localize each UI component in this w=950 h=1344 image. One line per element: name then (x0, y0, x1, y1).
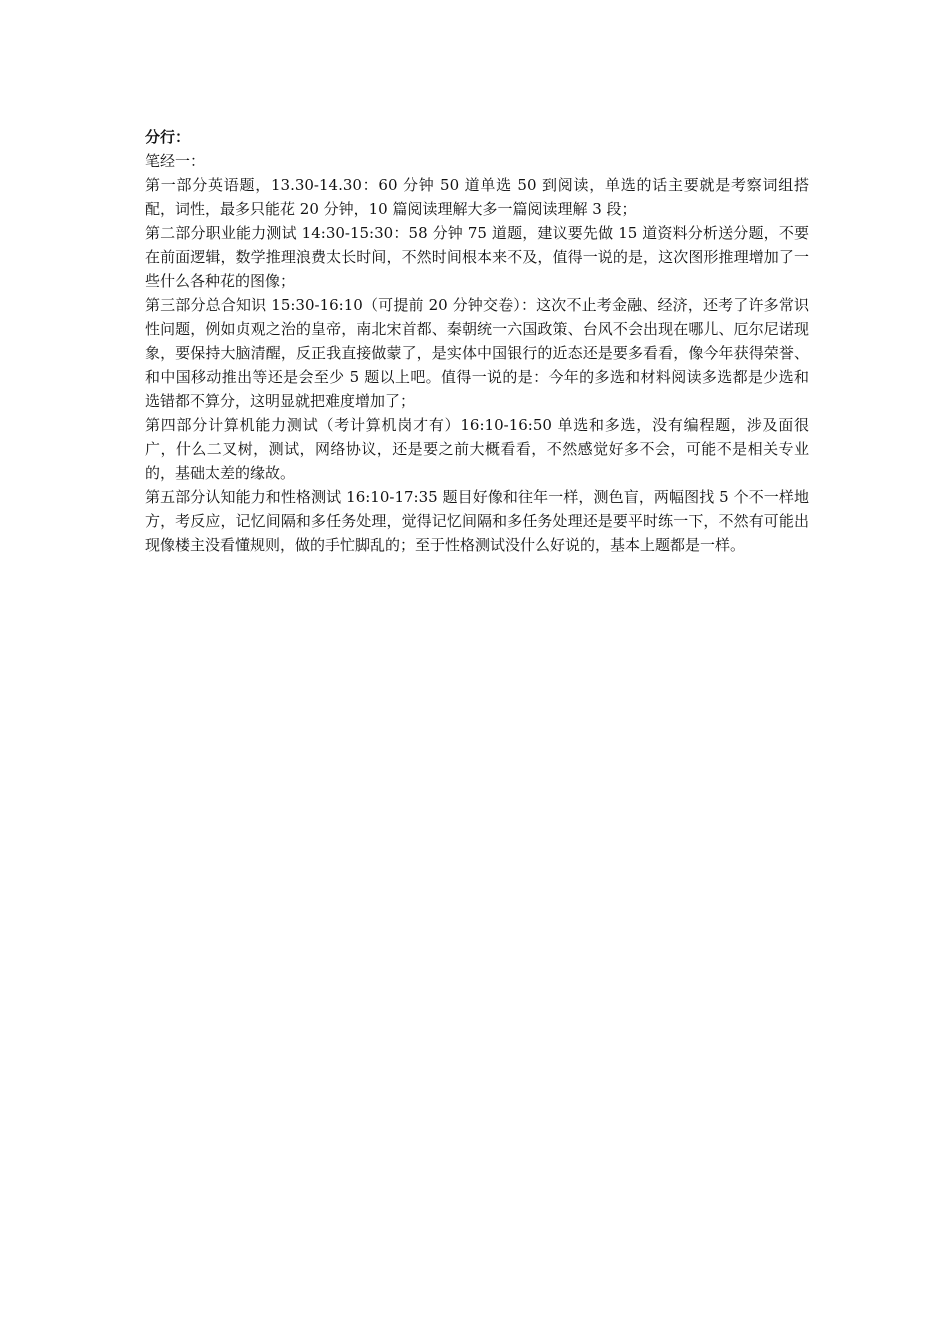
document-body (145, 125, 809, 557)
section-subheading: 笔经一： (145, 152, 206, 170)
paragraph-part-1: 第一部分英语题，13.30-14.30：60 分钟 50 道单选 50 到阅读，单选的话主要就是考察词组搭配，词性，最多只能花 20 分钟，10 篇阅读理解大多一篇阅读理解 3 段； (145, 176, 809, 218)
paragraph-part-3: 第三部分总合知识 15:30-16:10（可提前 20 分钟交卷）：这次不止考金融、经济，还考了许多常识性问题，例如贞观之治的皇帝，南北宋首都、秦朝统一六国政策、台风不会出现在哪儿、厄尔尼诺现象，要保持大脑清醒，反正我直接做蒙了，是实体中国银行的近态还是要多看看，像今年获得荣誉、和中国移动推出等还是会至少 5 题以上吧。值得一说的是：今年的多选和材料阅读多选都是少选和选错都不算分，这明显就把难度增加了； (145, 296, 809, 410)
paragraph-part-4: 第四部分计算机能力测试（考计算机岗才有）16:10-16:50 单选和多选，没有编程题，涉及面很广，什么二叉树，测试，网络协议，还是要之前大概看看，不然感觉好多不会，可能不是相关专业的，基础太差的缘故。 (145, 416, 809, 482)
paragraph-part-2: 第二部分职业能力测试 14:30-15:30：58 分钟 75 道题，建议要先做 15 道资料分析送分题，不要在前面逻辑，数学推理浪费太长时间，不然时间根本来不及，值得一说的是，这次图形推理增加了一些什么各种花的图像； (145, 224, 809, 290)
section-heading: 分行： (145, 128, 191, 146)
paragraph-part-5: 第五部分认知能力和性格测试 16:10-17:35 题目好像和往年一样，测色盲，两幅图找 5 个不一样地方，考反应，记忆间隔和多任务处理，觉得记忆间隔和多任务处理还是要平时练一下，不然有可能出现像楼主没看懂规则，做的手忙脚乱的；至于性格测试没什么好说的，基本上题都是一样。 (145, 488, 809, 554)
